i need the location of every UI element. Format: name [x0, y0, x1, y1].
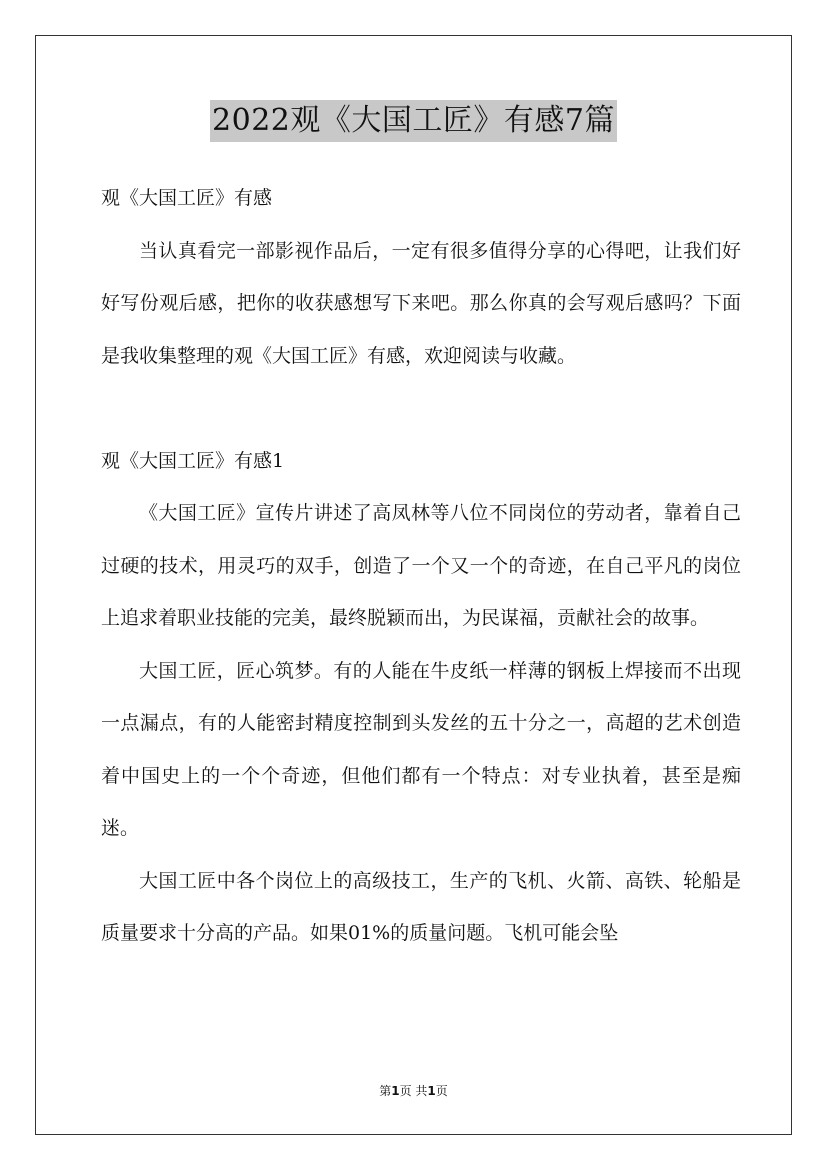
page-footer — [0, 1082, 827, 1099]
intro-paragraph: 当认真看完一部影视作品后，一定有很多值得分享的心得吧，让我们好好写份观后感，把你的收获感想写下来吧。那么你真的会写观后感吗？下面是我收集整理的观《大国工匠》有感，欢迎阅读与收藏。 — [101, 239, 741, 367]
footer-page-number: 1 — [391, 1084, 400, 1098]
section1-paragraph-3: 大国工匠中各个岗位上的高级技工，生产的飞机、火箭、高铁、轮船是质量要求十分高的产品。如果01%的质量问题。飞机可能会坠 — [101, 869, 741, 944]
footer-prefix: 第 — [379, 1084, 392, 1098]
footer-middle: 页 共 — [399, 1084, 428, 1098]
intro-heading: 观《大国工匠》有感 — [101, 187, 273, 209]
footer-total-pages: 1 — [427, 1084, 436, 1098]
section1-heading: 观《大国工匠》有感1 — [101, 449, 285, 472]
section-gap — [101, 382, 741, 435]
section1-paragraph-2: 大国工匠，匠心筑梦。有的人能在牛皮纸一样薄的钢板上焊接而不出现一点漏点，有的人能密封精度控制到头发丝的五十分之一，高超的艺术创造着中国史上的一个个奇迹，但他们都有一个特点：对专业执着，甚至是痴迷。 — [101, 659, 741, 839]
document-body — [101, 172, 741, 960]
section1-paragraph-1: 《大国工匠》宣传片讲述了高凤林等八位不同岗位的劳动者，靠着自己过硬的技术，用灵巧的双手，创造了一个又一个的奇迹，在自己平凡的岗位上追求着职业技能的完美，最终脱颖而出，为民谋福，贡献社会的故事。 — [101, 502, 741, 629]
footer-suffix: 页 — [435, 1084, 448, 1098]
title-wrap — [0, 100, 827, 142]
document-title: 2022观《大国工匠》有感7篇 — [210, 100, 617, 142]
